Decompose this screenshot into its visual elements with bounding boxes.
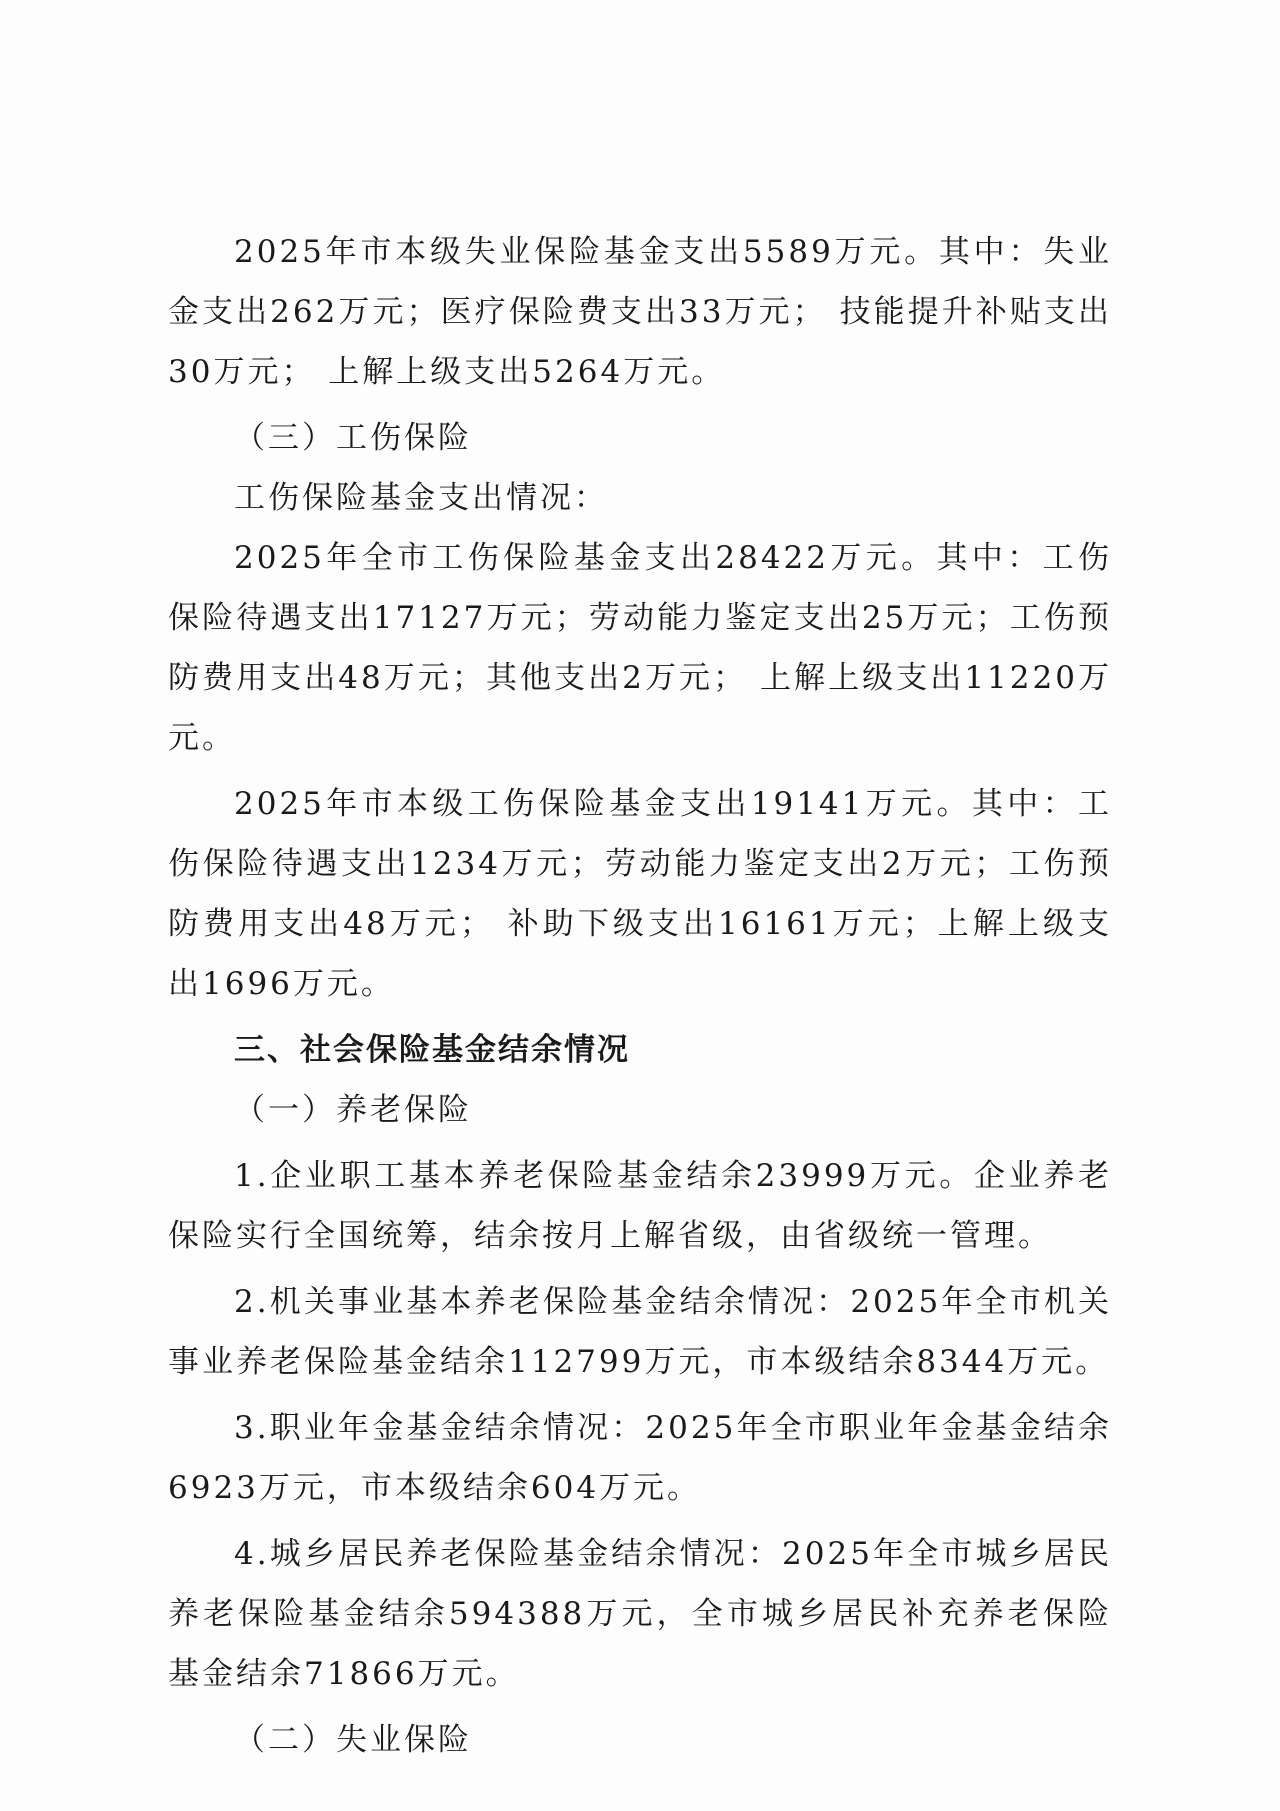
paragraph-urban-rural-pension-balance: 4.城乡居民养老保险基金结余情况：2025年全市城乡居民养老保险基金结余594388万元，全市城乡居民补充养老保险基金结余71866万元。 xyxy=(168,1536,1112,1692)
paragraph-work-injury-expenditure-intro: 工伤保险基金支出情况： xyxy=(234,480,608,516)
heading-pension-insurance: （一）养老保险 xyxy=(234,1092,472,1128)
paragraph-city-level-work-injury-expenditure: 2025年市本级工伤保险基金支出19141万元。其中：工伤保险待遇支出1234万元；劳动能力鉴定支出2万元；工伤预防费用支出48万元； 补助下级支出16161万元；上解上级支出1696万元。 xyxy=(168,786,1112,1002)
paragraph-citywide-work-injury-expenditure: 2025年全市工伤保险基金支出28422万元。其中：工伤保险待遇支出17127万元；劳动能力鉴定支出25万元；工伤预防费用支出48万元；其他支出2万元； 上解上级支出11220万元。 xyxy=(168,540,1112,756)
heading-work-injury-insurance: （三）工伤保险 xyxy=(234,420,472,456)
paragraph-institution-pension-balance: 2.机关事业基本养老保险基金结余情况：2025年全市机关事业养老保险基金结余112799万元，市本级结余8344万元。 xyxy=(168,1284,1112,1380)
paragraph-city-level-unemployment-expenditure: 2025年市本级失业保险基金支出5589万元。其中：失业金支出262万元；医疗保险费支出33万元； 技能提升补贴支出30万元； 上解上级支出5264万元。 xyxy=(168,234,1112,390)
document-body xyxy=(168,222,1112,1770)
heading-fund-balance: 三、社会保险基金结余情况 xyxy=(234,1032,630,1068)
paragraph-occupational-annuity-balance: 3.职业年金基金结余情况：2025年全市职业年金基金结余6923万元，市本级结余604万元。 xyxy=(168,1410,1112,1506)
heading-unemployment-insurance: （二）失业保险 xyxy=(234,1722,472,1758)
paragraph-enterprise-pension-balance: 1.企业职工基本养老保险基金结余23999万元。企业养老保险实行全国统筹，结余按月上解省级，由省级统一管理。 xyxy=(168,1158,1112,1254)
